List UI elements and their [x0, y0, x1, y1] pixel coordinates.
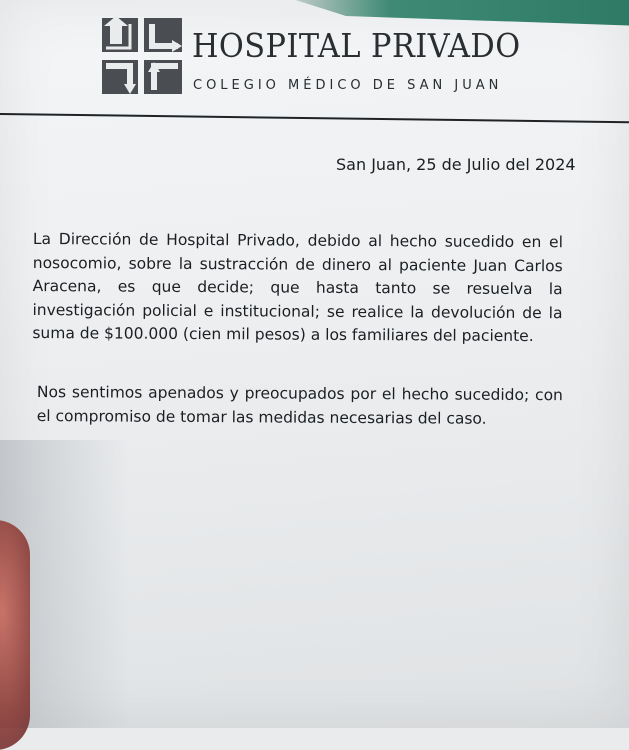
letter-date: San Juan, 25 de Julio del 2024 — [336, 155, 576, 174]
letter-paragraph-2: Nos sentimos apenados y preocupados por el hecho sucedido; con el compromiso de tomar las medidas necesarias del caso. — [36, 382, 563, 428]
letter-paragraph-1: La Dirección de Hospital Privado, debido al hecho sucedido en el nosocomio, sobre la sustracción de dinero al paciente Juan Carlos Aracena, es que decide; que hasta tanto se resuelva la investigación policial e institucional; se realice la devolución de la suma de $100.000 (cien mil pesos) a los familiares del paciente. — [32, 229, 563, 346]
hospital-subtitle: COLEGIO MÉDICO DE SAN JUAN — [193, 78, 503, 93]
thumb-holding-paper — [0, 520, 30, 750]
four-arrows-cross-logo-icon — [100, 14, 184, 98]
hospital-name: HOSPITAL PRIVADO — [192, 26, 521, 65]
